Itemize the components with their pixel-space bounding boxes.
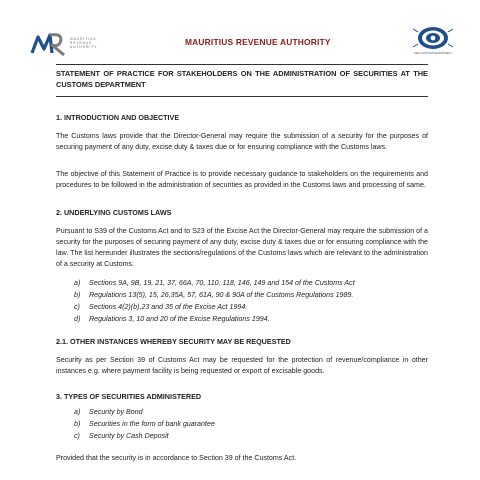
section-heading-other-instances: 2.1. OTHER INSTANCES WHEREBY SECURITY MAY BE REQUESTED <box>56 337 291 346</box>
mra-logo-icon <box>30 27 70 59</box>
list-item: a) Security by Bond <box>74 408 143 416</box>
laws-paragraph: Pursuant to S39 of the Customs Act and to S23 of the Excise Act the Director-General may require the submission of a security for the purposes of securing payment of any duty, excise duty & taxes due or for ensuring compliance with the law. The list hereunder illustrates the sections/regulations of the Customs laws which are relevant to the administration of a security at Customs. <box>56 227 428 268</box>
other-instances-paragraph: Security as per Section 39 of Customs Act may be requested for the protection of revenue/compliance in other instances e.g. where payment facility is being requested or export of excisable goods. <box>56 356 428 375</box>
emblem-caption: MRA CUSTOMS DEPARTMENT <box>414 52 452 55</box>
list-item: b) Securities in the form of bank guarantee <box>74 420 215 428</box>
list-item: c) Sections 4(2)(b),23 and 35 of the Excise Act 1994. <box>74 303 248 311</box>
header-title: MAURITIUS REVENUE AUTHORITY <box>185 37 331 47</box>
intro-paragraph-1: The Customs laws provide that the Director-General may require the submission of a security for the purposes of securing payment of any duty, excise duty & taxes due or for ensuring compliance with the Customs laws. <box>56 132 428 151</box>
document-title: STATEMENT OF PRACTICE FOR STAKEHOLDERS ON THE ADMINISTRATION OF SECURITIES AT THE CUSTOMS DEPARTMENT <box>56 69 428 89</box>
section-heading-intro: 1. INTRODUCTION AND OBJECTIVE <box>56 113 180 122</box>
mra-logo <box>30 27 140 61</box>
header-rule-bottom <box>56 96 428 97</box>
intro-paragraph-2: The objective of this Statement of Practice is to provide necessary guidance to stakeholders on the requirements and procedures to be followed in the administration of securities as provided in the Customs laws and processing of same. <box>56 170 428 189</box>
emblem-icon <box>407 26 459 52</box>
list-item: a) Sections 9A, 9B, 19, 21, 37, 66A, 70, 110, 118, 146, 149 and 154 of the Customs Act <box>74 279 355 287</box>
customs-emblem <box>407 26 459 66</box>
types-list <box>74 406 424 442</box>
laws-list <box>74 277 424 325</box>
list-item: d) Regulations 3, 10 and 20 of the Excise Regulations 1994. <box>74 315 270 323</box>
header-rule-top <box>56 64 428 65</box>
list-item: b) Regulations 13(5), 15, 26,35A, 57, 61A, 90 & 90A of the Customs Regulations 1989. <box>74 291 354 299</box>
list-item: c) Security by Cash Deposit <box>74 432 169 440</box>
types-closing-paragraph: Provided that the security is in accordance to Section 39 of the Customs Act. <box>56 454 297 462</box>
section-heading-types: 3. TYPES OF SECURITIES ADMINISTERED <box>56 392 202 401</box>
section-heading-laws: 2. UNDERLYING CUSTOMS LAWS <box>56 208 172 217</box>
mra-logo-text: MAURITIUS REVENUE AUTHORITY <box>70 37 98 49</box>
